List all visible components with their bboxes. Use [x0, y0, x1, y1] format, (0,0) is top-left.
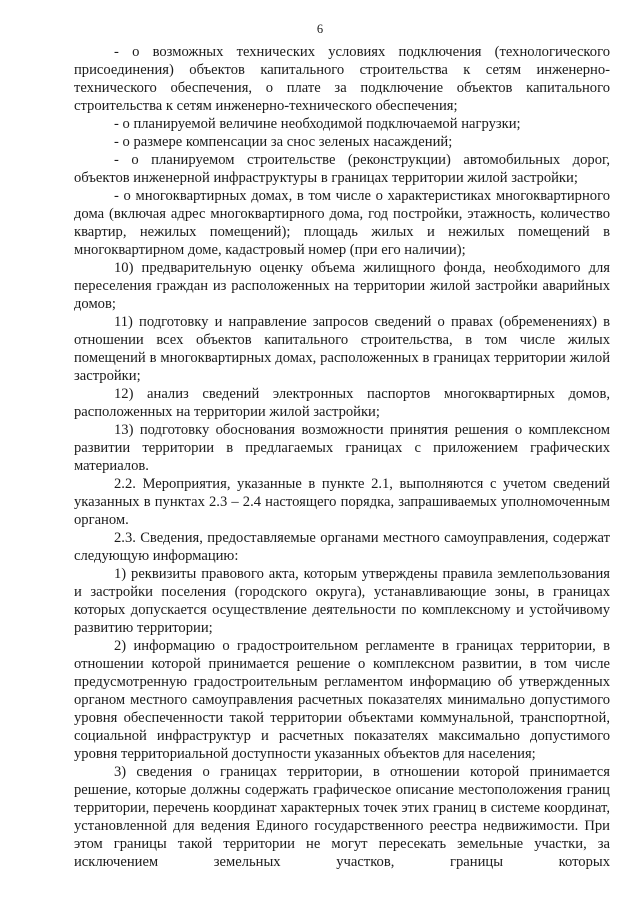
paragraph-item-3: 3) сведения о границах территории, в отношении которой принимается решение, которые должны содержать графическое описание местоположения границ территории, перечень координат характерных точек этих границ в системе координат, установленной для ведения Единого государственного реестра недвижимости. При этом границы такой территории не могут пересекать земельные участки, за исключением земельных участков, границы которых [74, 764, 610, 870]
paragraph-technical-conditions: - о возможных технических условиях подключения (технологического присоединения) объектов капитального строительства к сетям инженерно-технического обеспечения, о плате за подключение объектов капитального строительства к сетям инженерно-технического обеспечения; [74, 44, 610, 114]
paragraph-item-13: 13) подготовку обоснования возможности принятия решения о комплексном развитии территории в предлагаемых границах с приложением графических материалов. [74, 422, 610, 474]
paragraph-item-12: 12) анализ сведений электронных паспортов многоквартирных домов, расположенных на территории жилой застройки; [74, 386, 610, 420]
body-text [74, 43, 610, 871]
paragraph-road-construction: - о планируемом строительстве (реконструкции) автомобильных дорог, объектов инженерной инфраструктуры в границах территории жилой застройки; [74, 152, 610, 186]
paragraph-item-10: 10) предварительную оценку объема жилищного фонда, необходимого для переселения граждан из расположенных на территории жилой застройки аварийных домов; [74, 260, 610, 312]
paragraph-apartment-buildings: - о многоквартирных домах, в том числе о характеристиках многоквартирного дома (включая адрес многоквартирного дома, год постройки, этажность, количество квартир, нежилых помещений); площадь жилых и нежилых помещений в многоквартирном доме, кадастровый номер (при его наличии); [74, 188, 610, 258]
paragraph-item-11: 11) подготовку и направление запросов сведений о правах (обременениях) в отношении всех объектов капитального строительства, в том числе жилых помещений в многоквартирных домах, расположенных в границах территории жилой застройки; [74, 314, 610, 384]
page-number: 6 [316, 22, 324, 36]
paragraph-section-2-3: 2.3. Сведения, предоставляемые органами местного самоуправления, содержат следующую информацию: [74, 530, 610, 564]
paragraph-connected-load: - о планируемой величине необходимой подключаемой нагрузки; [114, 116, 521, 132]
paragraph-item-1: 1) реквизиты правового акта, которым утверждены правила землепользования и застройки поселения (городского округа), устанавливающие зоны, в границах которых допускается осуществление деятельности по комплексному и устойчивому развитию территории; [74, 566, 610, 636]
paragraph-item-2: 2) информацию о градостроительном регламенте в границах территории, в отношении которой принимается решение о комплексном развитии, в том числе предусмотренную градостроительным регламентом информацию об утвержденных органом местного самоуправления расчетных показателях минимально допустимого уровня обеспеченности такой территории объектами коммунальной, транспортной, социальной инфраструктур и расчетных показателях максимально допустимого уровня территориальной доступности указанных объектов для населения; [74, 638, 610, 762]
paragraph-green-compensation: - о размере компенсации за снос зеленых насаждений; [114, 134, 453, 150]
paragraph-section-2-2: 2.2. Мероприятия, указанные в пункте 2.1, выполняются с учетом сведений указанных в пунктах 2.3 – 2.4 настоящего порядка, запрашиваемых уполномоченным органом. [74, 476, 610, 528]
